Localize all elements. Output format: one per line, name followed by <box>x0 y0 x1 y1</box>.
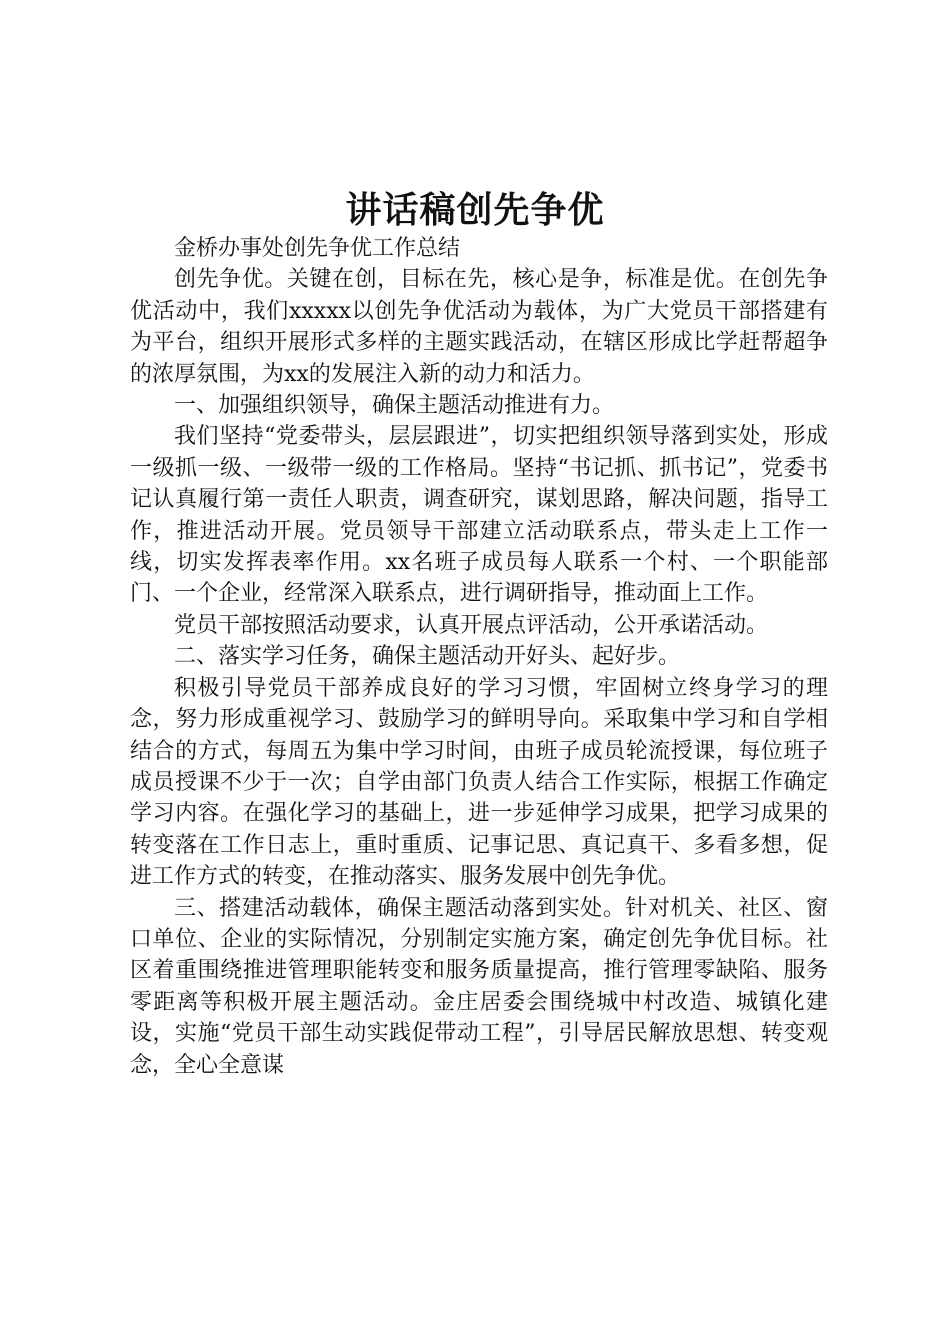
body-paragraph: 积极引导党员干部养成良好的学习习惯，牢固树立终身学习的理念，努力形成重视学习、鼓励学习的鲜明导向。采取集中学习和自学相结合的方式，每周五为集中学习时间，由班子成员轮流授课，每位班子成员授课不少于一次；自学由部门负责人结合工作实际，根据工作确定学习内容。在强化学习的基础上，进一步延伸学习成果，把学习成果的转变落在工作日志上，重时重质、记事记思、真记真干、多看多想，促进工作方式的转变，在推动落实、服务发展中创先争优。 <box>130 675 828 890</box>
section-heading-2: 二、落实学习任务，确保主题活动开好头、起好步。 <box>174 644 681 670</box>
body-paragraph: 党员干部按照活动要求，认真开展点评活动，公开承诺活动。 <box>174 612 769 638</box>
section-heading-1: 一、加强组织领导，确保主题活动推进有力。 <box>174 393 615 419</box>
body-paragraph: 我们坚持“党委带头，层层跟进”，切实把组织领导落到实处，形成一级抓一级、一级带一级的工作格局。坚持“书记抓、抓书记”，党委书记认真履行第一责任人职责，调查研究，谋划思路，解决问题，指导工作，推进活动开展。党员领导干部建立活动联系点，带头走上工作一线，切实发挥表率作用。xx名班子成员每人联系一个村、一个职能部门、一个企业，经常深入联系点，进行调研指导，推动面上工作。 <box>130 424 828 607</box>
document-title: 讲话稿创先争优 <box>345 189 605 231</box>
section-heading-3-paragraph: 三、搭建活动载体，确保主题活动落到实处。针对机关、社区、窗口单位、企业的实际情况，分别制定实施方案，确定创先争优目标。社区着重围绕推进管理职能转变和服务质量提高，推行管理零缺陷、服务零距离等积极开展主题活动。金庄居委会围绕城中村改造、城镇化建设，实施“党员干部生动实践促带动工程”，引导居民解放思想、转变观念，全心全意谋 <box>130 895 828 1078</box>
intro-paragraph: 创先争优。关键在创，目标在先，核心是争，标准是优。在创先争优活动中，我们xxxxx以创先争优活动为载体，为广大党员干部搭建有为平台，组织开展形式多样的主题实践活动，在辖区形成比学赶帮超争的浓厚氛围，为xx的发展注入新的动力和活力。 <box>130 267 828 387</box>
document-body <box>130 233 828 1081</box>
subtitle-paragraph: 金桥办事处创先争优工作总结 <box>174 236 461 261</box>
